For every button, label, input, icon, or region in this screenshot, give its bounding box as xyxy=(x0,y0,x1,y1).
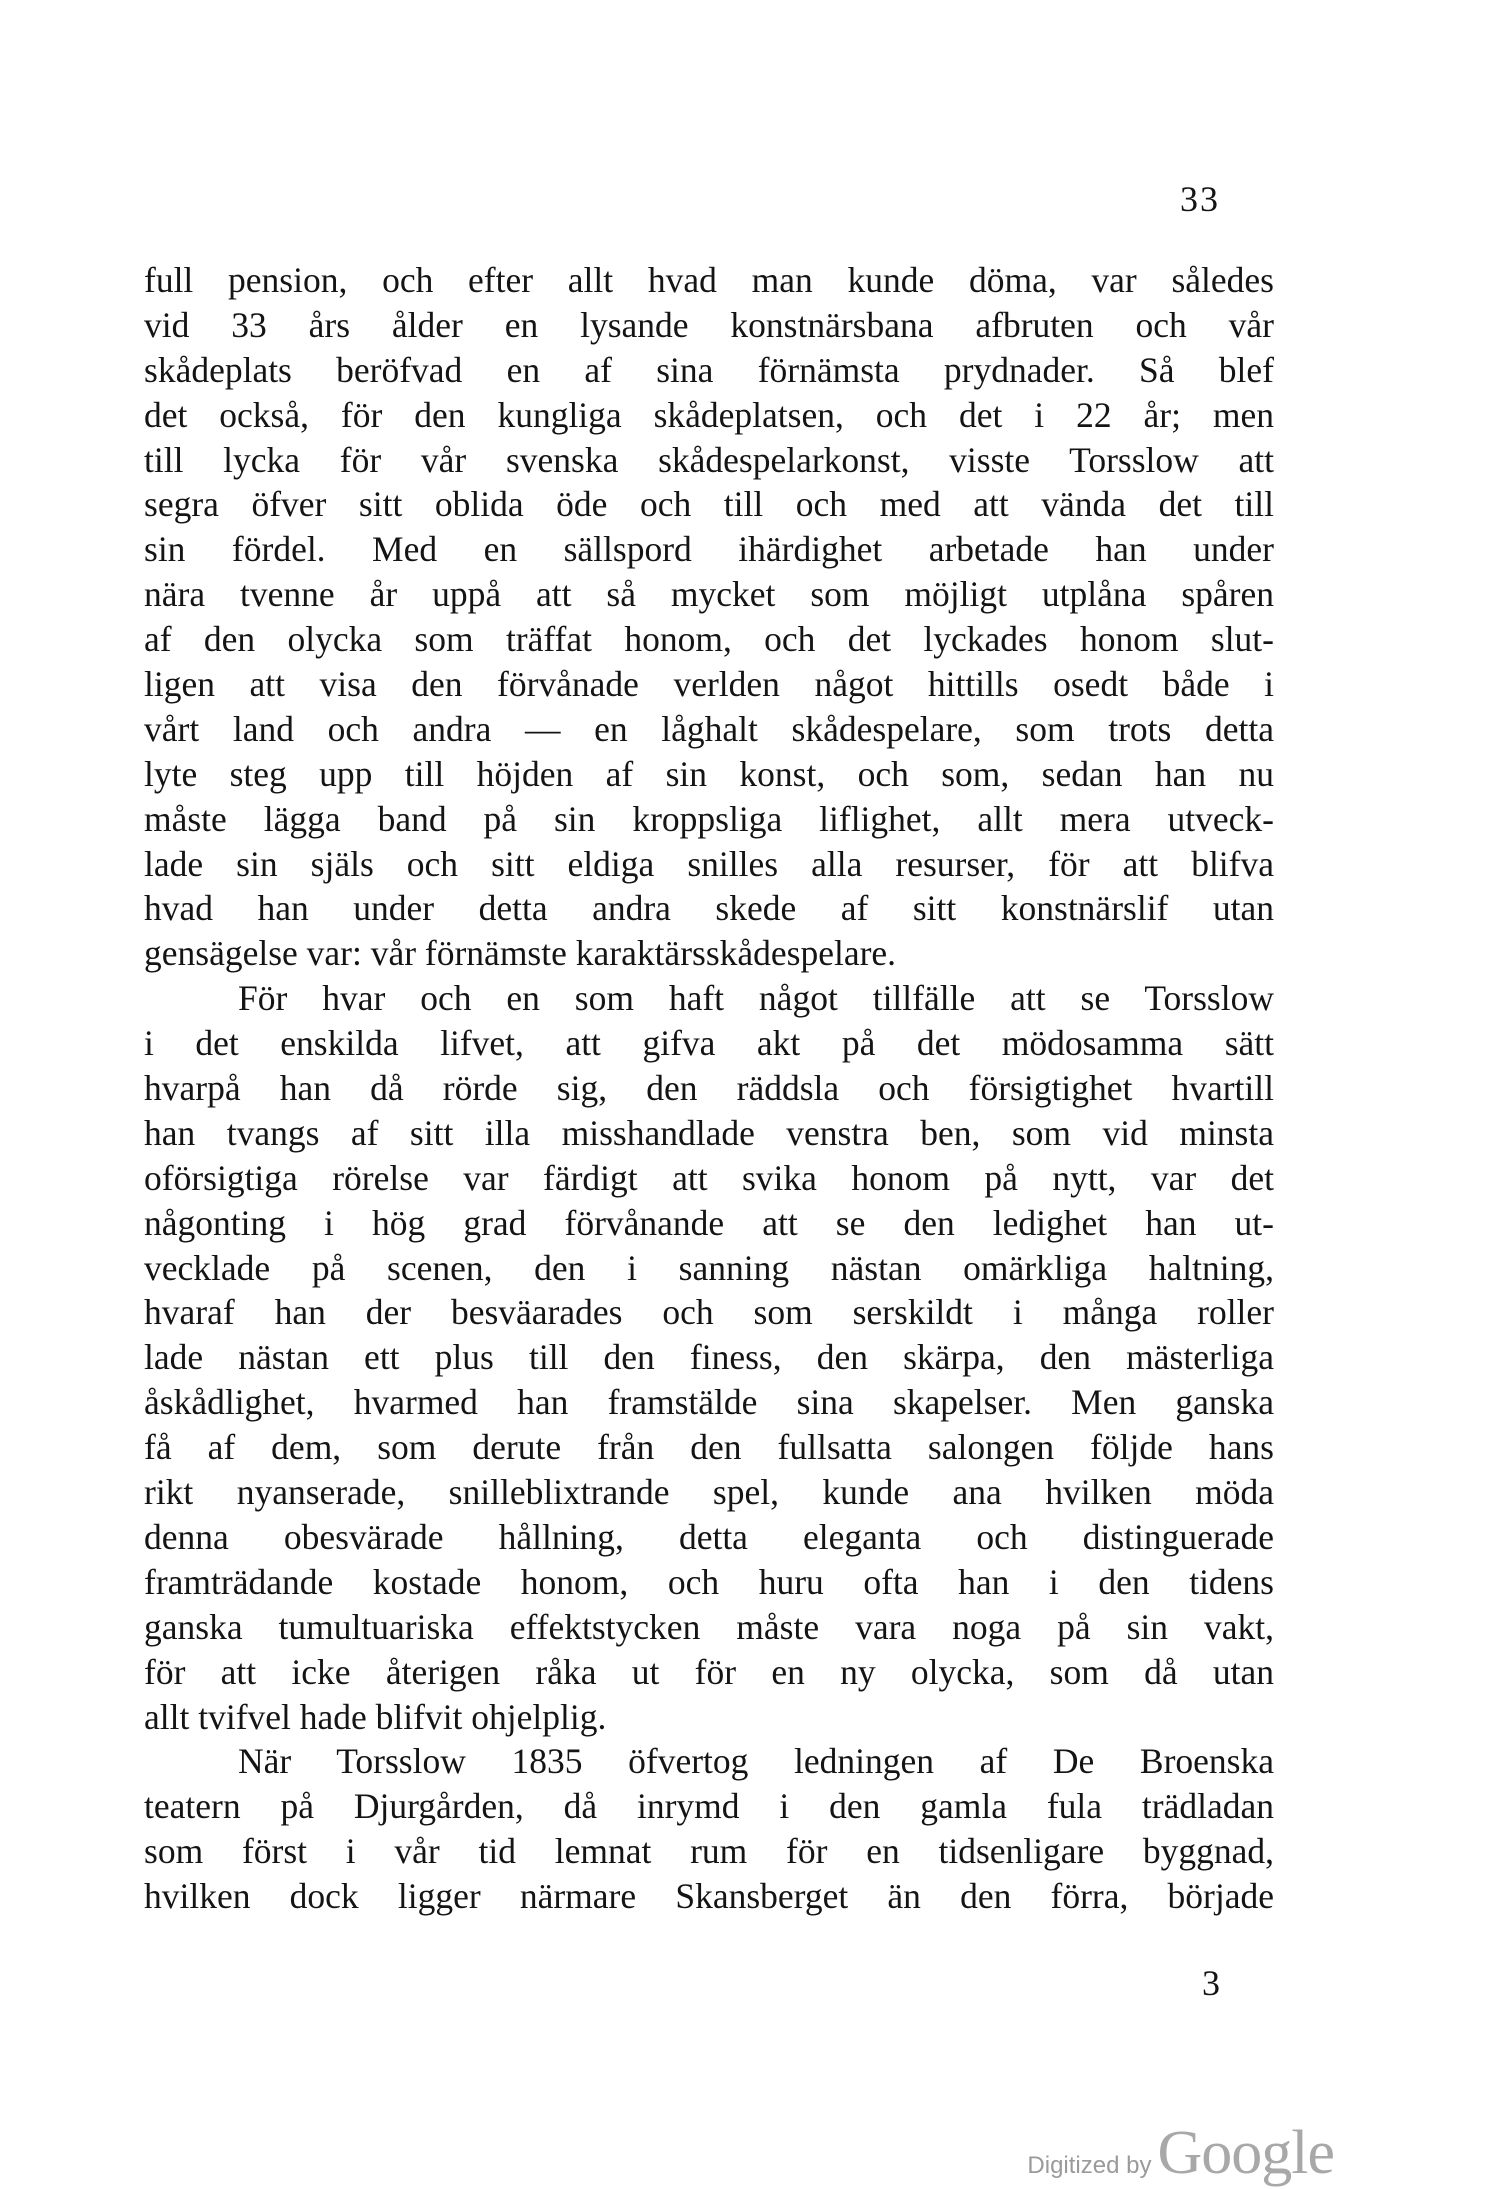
text-line: måste lägga band på sin kroppsliga liflighet, allt mera utveck- xyxy=(144,798,1274,839)
text-line: skådeplats beröfvad en af sina förnämsta prydnader. Så blef xyxy=(144,349,1274,390)
text-line: få af dem, som derute från den fullsatta salongen följde hans xyxy=(144,1427,1274,1468)
text-line: hvarpå han då rörde sig, den räddsla och försigtighet hvartill xyxy=(144,1068,1274,1109)
text-line: allt tvifvel hade blifvit ohjelplig. xyxy=(144,1696,607,1737)
text-line: hvad han under detta andra skede af sitt konstnärslif utan xyxy=(144,888,1274,929)
text-line: sin fördel. Med en sällspord ihärdighet arbetade han under xyxy=(144,529,1274,570)
text-line: i det enskilda lifvet, att gifva akt på det mödosamma sätt xyxy=(144,1023,1274,1064)
text-line: som först i vår tid lemnat rum för en tidsenligare byggnad, xyxy=(144,1831,1274,1872)
text-line: full pension, och efter allt hvad man kunde döma, var således xyxy=(144,260,1274,300)
signature-mark: 3 xyxy=(1202,1963,1220,2003)
text-line: han tvangs af sitt illa misshandlade venstra ben, som vid minsta xyxy=(144,1112,1274,1153)
text-line: gensägelse var: vår förnämste karaktärsskådespelare. xyxy=(144,933,897,974)
text-line: vid 33 års ålder en lysande konstnärsbana afbruten och vår xyxy=(144,304,1274,345)
text-line: oförsigtiga rörelse var färdigt att svika honom på nytt, var det xyxy=(144,1157,1274,1198)
text-line: någonting i hög grad förvånande att se den ledighet han ut- xyxy=(144,1202,1274,1243)
text-line: ligen att visa den förvånade verlden något hittills osedt både i xyxy=(144,664,1274,705)
text-line: lade sin själs och sitt eldiga snilles alla resurser, för att blifva xyxy=(144,843,1274,884)
text-line: till lycka för vår svenska skådespelarkonst, visste Torsslow att xyxy=(144,439,1274,480)
text-line: denna obesvärade hållning, detta eleganta och distinguerade xyxy=(144,1516,1274,1557)
text-line: åskådlighet, hvarmed han framstälde sina skapelser. Men ganska xyxy=(144,1382,1274,1423)
text-line: lade nästan ett plus till den finess, den skärpa, den mästerliga xyxy=(144,1337,1274,1378)
text-line: för att icke återigen råka ut för en ny olycka, som då utan xyxy=(144,1651,1274,1692)
text-line: hvilken dock ligger närmare Skansberget än den förra, började xyxy=(144,1876,1274,1917)
google-logo: Google xyxy=(1157,2119,1334,2187)
text-line: När Torsslow 1835 öfvertog ledningen af De Broenska xyxy=(238,1741,1274,1782)
text-line: ganska tumultuariska effektstycken måste vara noga på sin vakt, xyxy=(144,1606,1274,1647)
text-line: vecklade på scenen, den i sanning nästan omärkliga haltning, xyxy=(144,1247,1274,1288)
text-line: lyte steg upp till höjden af sin konst, och som, sedan han nu xyxy=(144,753,1274,794)
text-line: hvaraf han der besväarades och som serskildt i många roller xyxy=(144,1292,1274,1333)
text-line: det också, för den kungliga skådeplatsen, och det i 22 år; men xyxy=(144,394,1274,435)
text-line: af den olycka som träffat honom, och det lyckades honom slut- xyxy=(144,619,1274,660)
text-line: segra öfver sitt oblida öde och till och med att vända det till xyxy=(144,484,1274,525)
page-number: 33 xyxy=(1180,179,1220,219)
text-line: rikt nyanserade, snilleblixtrande spel, kunde ana hvilken möda xyxy=(144,1472,1274,1513)
digitized-by-watermark xyxy=(1027,2118,1334,2189)
text-line: För hvar och en som haft något tillfälle att se Torsslow xyxy=(238,978,1274,1019)
digitized-by-text: Digitized by xyxy=(1027,2152,1152,2179)
text-line: vårt land och andra — en låghalt skådespelare, som trots detta xyxy=(144,708,1274,749)
body-text xyxy=(144,258,1274,1919)
text-line: teatern på Djurgården, då inrymd i den gamla fula trädladan xyxy=(144,1786,1274,1827)
text-line: nära tvenne år uppå att så mycket som möjligt utplåna spåren xyxy=(144,574,1274,615)
text-line: framträdande kostade honom, och huru ofta han i den tidens xyxy=(144,1561,1274,1602)
